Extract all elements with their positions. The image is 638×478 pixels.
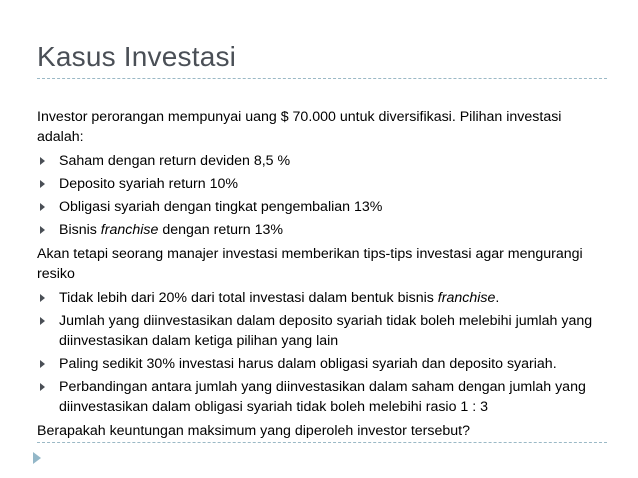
slide-title: Kasus Investasi [37, 41, 237, 72]
triangle-bullet-icon [40, 226, 45, 234]
list-item: Deposito syariah return 10% [37, 174, 602, 194]
list-item: Jumlah yang diinvestasikan dalam deposito syariah tidak boleh melebihi jumlah yang diinvestasikan dalam ketiga pilihan yang lain [37, 311, 602, 351]
question-text: Berapakah keuntungan maksimum yang diperoleh investor tersebut? [37, 423, 470, 439]
triangle-bullet-icon [40, 383, 45, 391]
list-item: Perbandingan antara jumlah yang diinvestasikan dalam saham dengan jumlah yang diinvestasikan dalam obligasi syariah tidak boleh melebihi rasio 1 : 3 [37, 377, 602, 417]
play-triangle-icon [33, 452, 41, 464]
triangle-bullet-icon [40, 203, 45, 211]
investment-tips-list [37, 288, 602, 417]
list-item: Paling sedikit 30% investasi harus dalam obligasi syariah dan deposito syariah. [37, 354, 602, 374]
intro-text: Investor perorangan mempunyai uang $ 70.000 untuk diversifikasi. Pilihan investasi adalah: [37, 109, 562, 145]
triangle-bullet-icon [40, 317, 45, 325]
footer-divider [37, 442, 607, 443]
triangle-bullet-icon [40, 157, 45, 165]
list-item: Obligasi syariah dengan tingkat pengembalian 13% [37, 197, 602, 217]
slide-body [37, 107, 602, 445]
tips-intro-text: Akan tetapi seorang manajer investasi memberikan tips-tips investasi agar mengurangi resiko [37, 246, 583, 282]
triangle-bullet-icon [40, 294, 45, 302]
list-item: Bisnis franchise dengan return 13% [37, 220, 602, 240]
list-item: Tidak lebih dari 20% dari total investasi dalam bentuk bisnis franchise. [37, 288, 602, 308]
investment-options-list [37, 151, 602, 240]
triangle-bullet-icon [40, 180, 45, 188]
title-divider [37, 78, 607, 79]
list-item: Saham dengan return deviden 8,5 % [37, 151, 602, 171]
triangle-bullet-icon [40, 360, 45, 368]
